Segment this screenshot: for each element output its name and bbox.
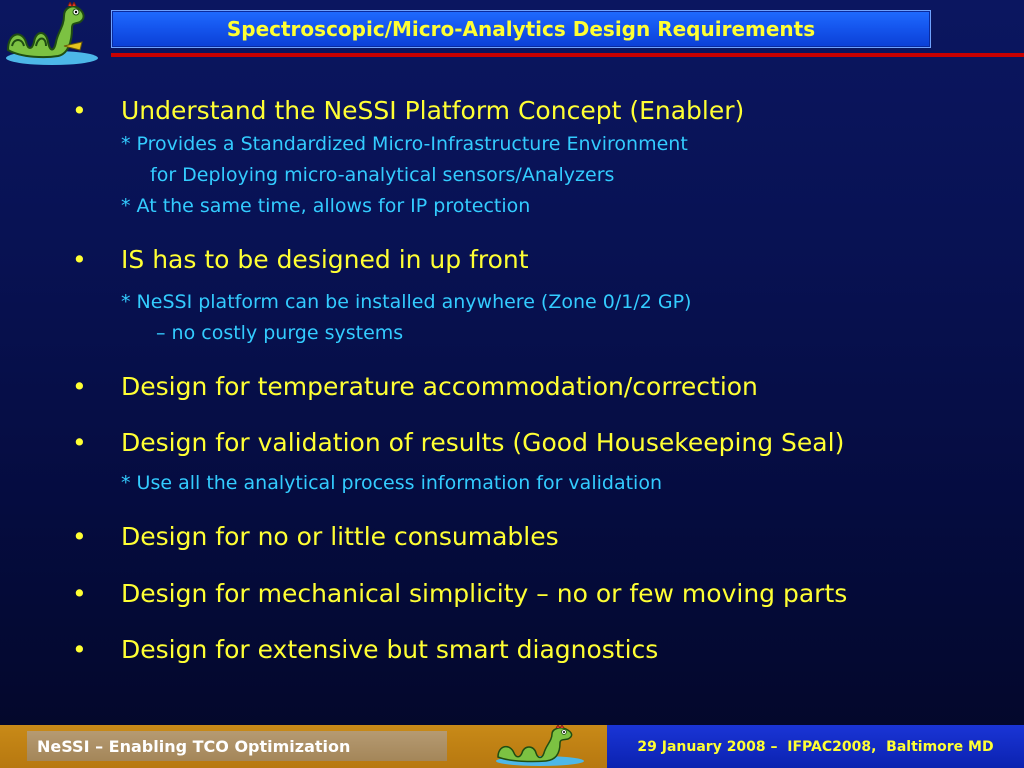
sub-item: * At the same time, allows for IP protection: [121, 195, 531, 217]
bullet-marker: •: [72, 96, 87, 125]
bullet-item: Design for no or little consumables: [121, 522, 559, 551]
bullet-marker: •: [72, 522, 87, 551]
sub-item: * NeSSI platform can be installed anywhere (Zone 0/1/2 GP): [121, 291, 692, 313]
bullet-item: Understand the NeSSI Platform Concept (Enabler): [121, 96, 745, 125]
sub-item: * Use all the analytical process information for validation: [121, 472, 662, 494]
sub-item: * Provides a Standardized Micro-Infrastructure Environment: [121, 133, 688, 155]
sea-serpent-logo-icon: [490, 725, 590, 768]
sub-item: – no costly purge systems: [156, 322, 404, 344]
bullet-item: Design for extensive but smart diagnostics: [121, 635, 659, 664]
bullet-marker: •: [72, 428, 87, 457]
footer-title: NeSSI – Enabling TCO Optimization: [37, 736, 351, 756]
footer-bar: [0, 725, 1024, 768]
bullet-item: Design for mechanical simplicity – no or few moving parts: [121, 579, 848, 608]
footer-right-panel: [607, 725, 1024, 768]
footer-date-venue: 29 January 2008 – IFPAC2008, Baltimore MD: [637, 738, 994, 755]
bullet-item: IS has to be designed in up front: [121, 245, 529, 274]
bullet-marker: •: [72, 245, 87, 274]
sub-item: for Deploying micro-analytical sensors/Analyzers: [150, 164, 615, 186]
footer-left-panel: [27, 731, 447, 761]
bullet-item: Design for validation of results (Good Housekeeping Seal): [121, 428, 845, 457]
bullet-item: Design for temperature accommodation/correction: [121, 372, 758, 401]
bullet-marker: •: [72, 635, 87, 664]
bullet-marker: •: [72, 372, 87, 401]
bullet-marker: •: [72, 579, 87, 608]
slide-title: Spectroscopic/Micro-Analytics Design Requirements: [226, 17, 816, 41]
